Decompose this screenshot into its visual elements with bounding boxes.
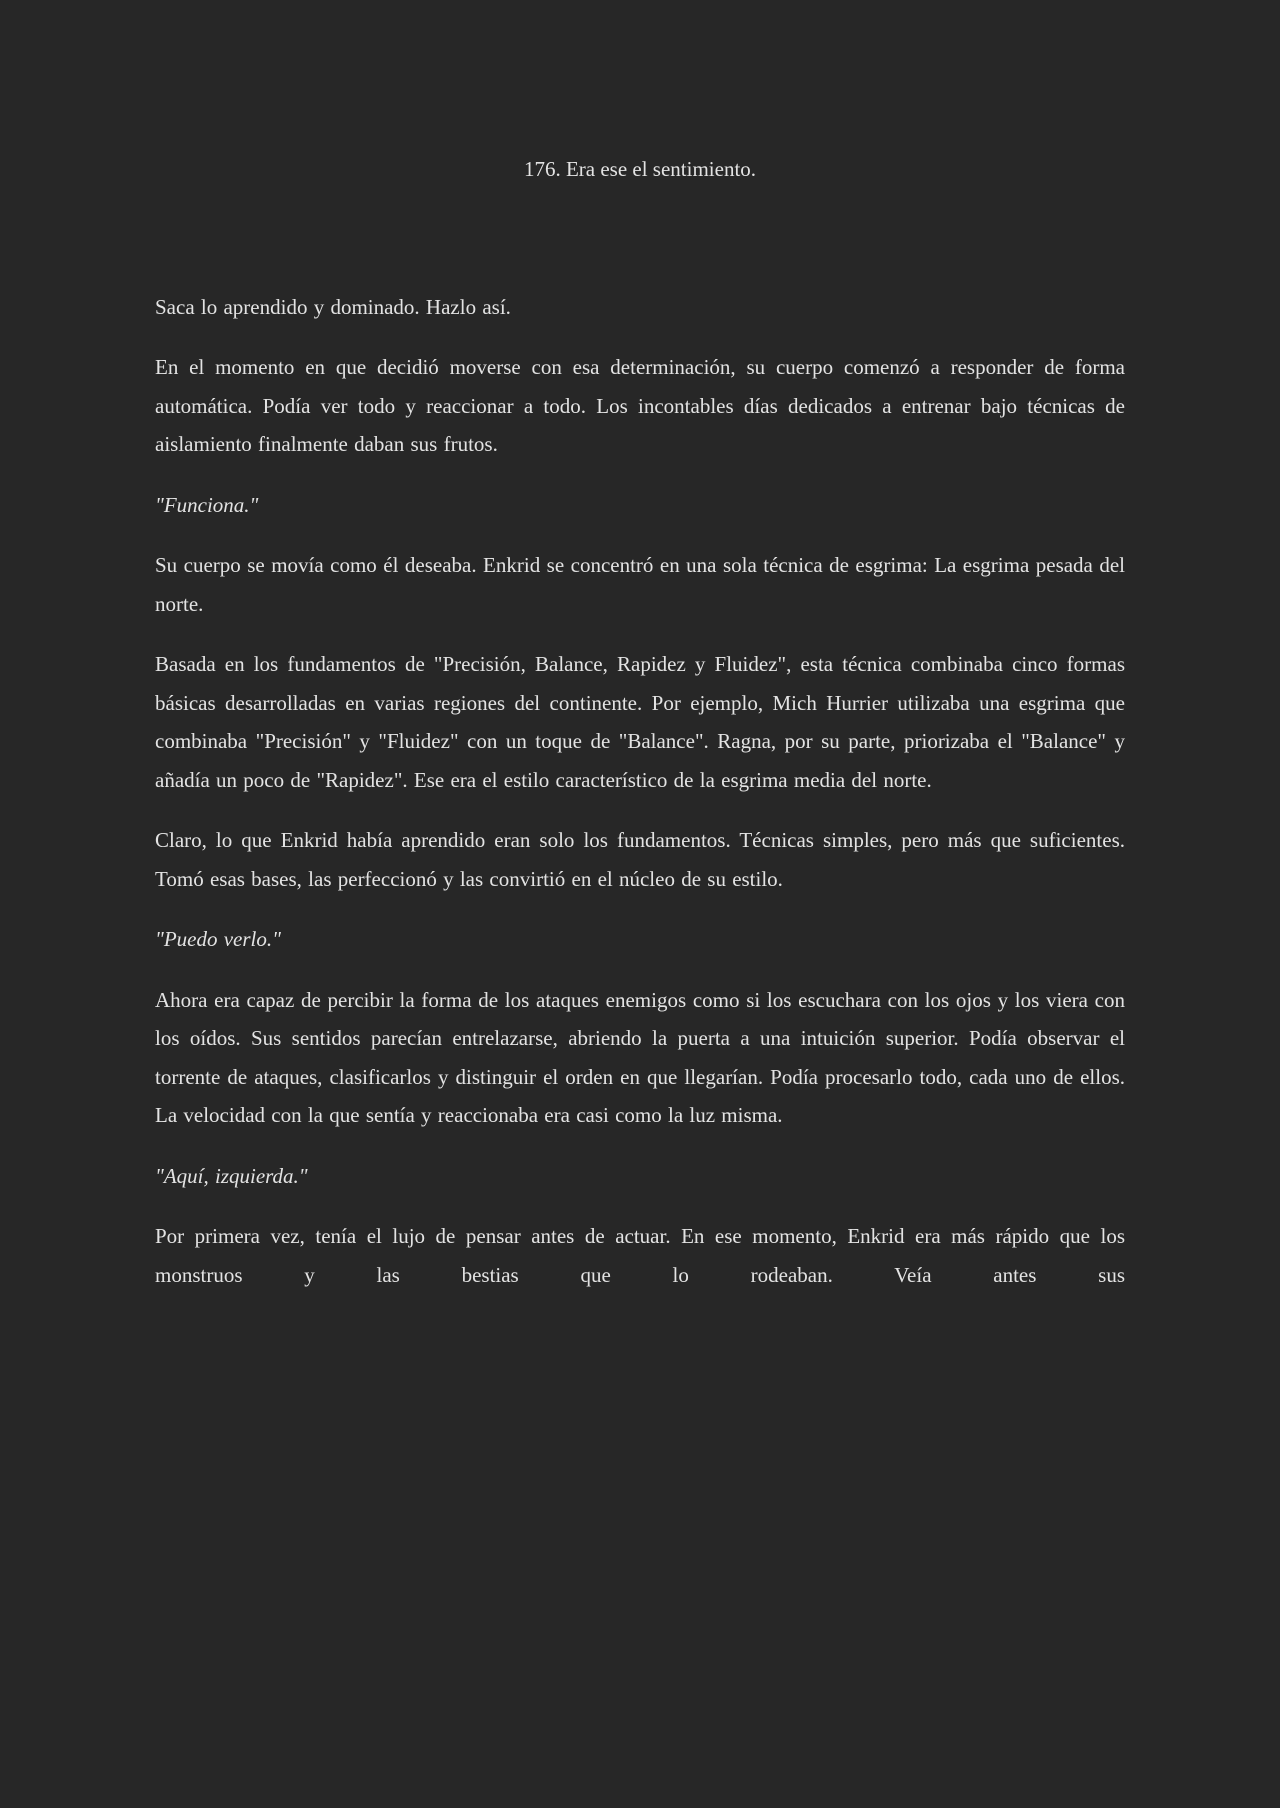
- paragraph-2: En el momento en que decidió moverse con esa determinación, su cuerpo comenzó a responder de forma automática. Podía ver todo y reaccionar a todo. Los incontables días dedicados a entrenar bajo técnicas de aislamiento finalmente daban sus frutos.: [155, 355, 1125, 456]
- chapter-body: [155, 288, 1125, 1295]
- paragraph-1: Saca lo aprendido y dominado. Hazlo así.: [155, 294, 511, 319]
- dialogue-line-3: "Aquí, izquierda.": [155, 1163, 308, 1188]
- paragraph-6: Ahora era capaz de percibir la forma de los ataques enemigos como si los escuchara con los ojos y los viera con los oídos. Sus sentidos parecían entrelazarse, abriendo la puerta a una intuición superior. Podía observar el torrente de ataques, clasificarlos y distinguir el orden en que llegarían. Podía procesarlo todo, cada uno de ellos. La velocidad con la que sentía y reaccionaba era casi como la luz misma.: [155, 987, 1125, 1127]
- paragraph-5: Claro, lo que Enkrid había aprendido eran solo los fundamentos. Técnicas simples, pero más que suficientes. Tomó esas bases, las perfeccionó y las convirtió en el núcleo de su estilo.: [155, 828, 1125, 891]
- dialogue-line-1: "Funciona.": [155, 492, 259, 517]
- chapter-title: 176. Era ese el sentimiento.: [523, 157, 757, 181]
- dialogue-line-2: "Puedo verlo.": [155, 927, 281, 951]
- paragraph-7-cut-off: Por primera vez, tenía el lujo de pensar antes de actuar. En ese momento, Enkrid era más rápido que los monstruos y las bestias que lo rodeaban. Veía antes sus: [155, 1224, 1125, 1287]
- paragraph-3: Su cuerpo se movía como él deseaba. Enkrid se concentró en una sola técnica de esgrima: La esgrima pesada del norte.: [155, 553, 1125, 616]
- paragraph-4: Basada en los fundamentos de "Precisión, Balance, Rapidez y Fluidez", esta técnica combinaba cinco formas básicas desarrolladas en varias regiones del continente. Por ejemplo, Mich Hurrier utilizaba una esgrima que combinaba "Precisión" y "Fluidez" con un toque de "Balance". Ragna, por su parte, priorizaba el "Balance" y añadía un poco de "Rapidez". Ese era el estilo característico de la esgrima media del norte.: [155, 652, 1125, 792]
- chapter-content: [155, 0, 1125, 1294]
